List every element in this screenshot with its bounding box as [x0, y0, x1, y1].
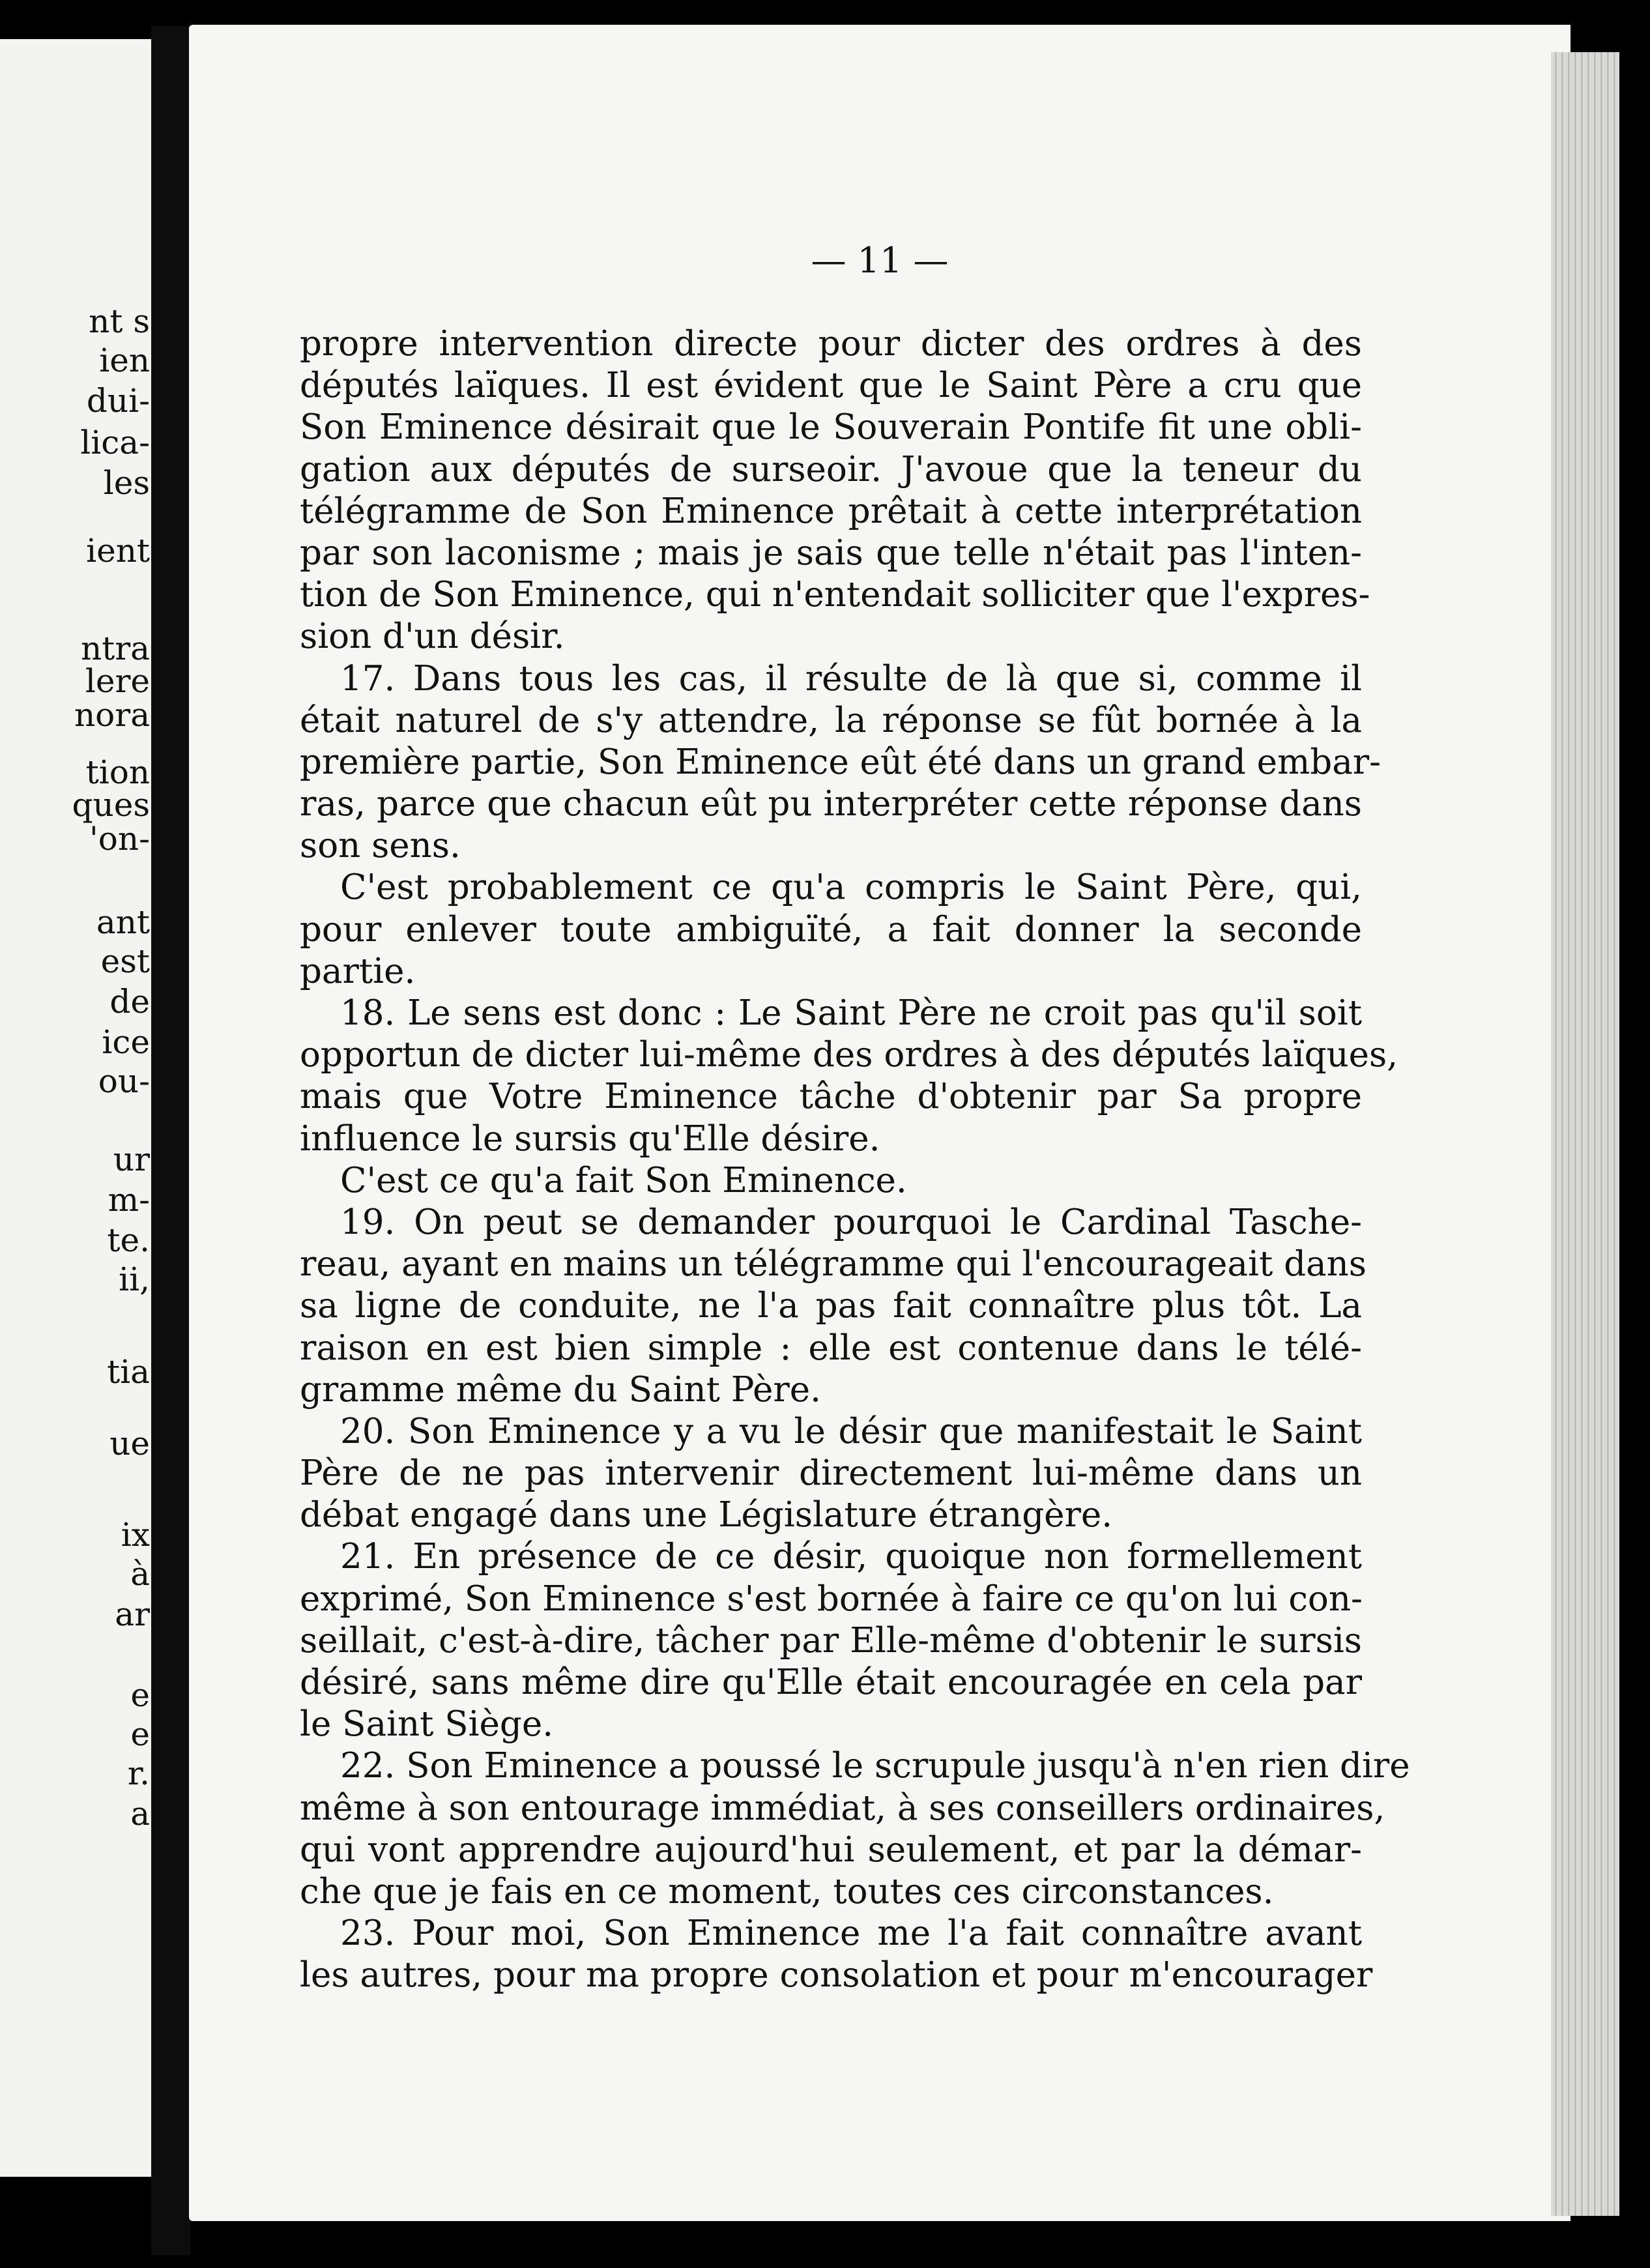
text-line: C'est probablement ce qu'a compris le Saint Père, qui,	[340, 867, 1362, 908]
text-line: son sens.	[300, 826, 461, 866]
left-page-fragment: r.	[127, 1754, 150, 1792]
left-page-fragment: a	[130, 1795, 150, 1833]
left-page-fragment: tia	[107, 1353, 150, 1391]
text-line: 21. En présence de ce désir, quoique non formellement	[340, 1537, 1362, 1577]
page-number: — 11 —	[811, 240, 949, 281]
text-line: qui vont apprendre aujourd'hui seulement, et par la démar-	[300, 1829, 1362, 1870]
left-page-fragment: les	[103, 464, 150, 502]
left-page-fragment: ient	[86, 532, 150, 570]
text-line: télégramme de Son Eminence prêtait à cette interprétation	[300, 491, 1362, 531]
text-line: députés laïques. Il est évident que le Saint Père a cru que	[300, 366, 1362, 406]
text-line: raison en est bien simple : elle est contenue dans le télé-	[300, 1328, 1362, 1368]
text-line: mais que Votre Eminence tâche d'obtenir par Sa propre	[300, 1077, 1362, 1117]
left-page-fragment: ice	[102, 1023, 150, 1061]
text-line: sa ligne de conduite, ne l'a pas fait connaître plus tôt. La	[300, 1286, 1362, 1326]
text-line: première partie, Son Eminence eût été dans un grand embar-	[300, 742, 1382, 782]
text-line: sion d'un désir.	[300, 617, 565, 657]
left-page-fragment: ue	[109, 1425, 150, 1462]
text-line: partie.	[300, 951, 416, 991]
text-line: gramme même du Saint Père.	[300, 1369, 821, 1410]
text-line: C'est ce qu'a fait Son Eminence.	[340, 1160, 907, 1200]
left-page-fragment: ien	[99, 342, 150, 379]
text-line: seillait, c'est-à-dire, tâcher par Elle-même d'obtenir le sursis	[300, 1620, 1362, 1661]
text-line: était naturel de s'y attendre, la réponse se fût bornée à la	[300, 700, 1362, 740]
text-line: le Saint Siège.	[300, 1704, 554, 1745]
main-page	[189, 25, 1570, 2221]
left-page-fragment: ques	[72, 786, 150, 824]
text-line: désiré, sans même dire qu'Elle était encouragée en cela par	[300, 1663, 1362, 1702]
left-page-fragment: nora	[74, 696, 150, 734]
text-line: Son Eminence désirait que le Souverain Pontife fit une obli-	[300, 407, 1362, 448]
text-line: exprimé, Son Eminence s'est bornée à faire ce qu'on lui con-	[300, 1578, 1363, 1619]
text-line: che que je fais en ce moment, toutes ces circonstances.	[300, 1871, 1274, 1912]
left-page-fragment: ix	[121, 1516, 150, 1554]
left-page-fragment: de	[109, 983, 150, 1021]
text-line: influence le sursis qu'Elle désire.	[300, 1118, 880, 1159]
left-page-fragment: nt s	[89, 302, 150, 340]
left-page-fragment: lere	[85, 662, 150, 700]
page-edges	[1551, 52, 1619, 2216]
left-page-fragment: est	[100, 942, 150, 980]
left-page-fragment: lica-	[80, 424, 150, 461]
text-line: propre intervention directe pour dicter des ordres à des	[300, 324, 1362, 364]
text-line: 18. Le sens est donc : Le Saint Père ne croit pas qu'il soit	[340, 993, 1362, 1033]
body-text	[300, 323, 1410, 1997]
left-page-fragment: tion	[85, 753, 150, 791]
left-page-fragment: ou-	[98, 1062, 150, 1100]
left-page-fragment: e	[130, 1676, 150, 1714]
text-line: même à son entourage immédiat, à ses conseillers ordinaires,	[300, 1788, 1385, 1828]
text-line: 20. Son Eminence y a vu le désir que manifestait le Saint	[340, 1411, 1362, 1451]
left-page-fragment: ar	[115, 1595, 150, 1633]
left-page-fragment: dui-	[86, 382, 150, 420]
left-page-fragment: ur	[113, 1141, 150, 1178]
text-line: reau, ayant en mains un télégramme qui l'encourageait dans	[300, 1244, 1367, 1285]
text-line: par son laconisme ; mais je sais que telle n'était pas l'inten-	[300, 532, 1362, 573]
left-page-fragment: te.	[107, 1221, 150, 1259]
text-line: tion de Son Eminence, qui n'entendait solliciter que l'expres-	[300, 575, 1370, 615]
text-line: pour enlever toute ambiguïté, a fait donner la seconde	[300, 909, 1362, 950]
left-page-fragment: ant	[96, 903, 150, 941]
left-page-fragment: m-	[108, 1181, 150, 1219]
text-line: ras, parce que chacun eût pu interpréter cette réponse dans	[300, 784, 1362, 824]
text-line: 23. Pour moi, Son Eminence me l'a fait connaître avant	[340, 1913, 1362, 1954]
text-line: Père de ne pas intervenir directement lui-même dans un	[300, 1453, 1362, 1494]
text-line: gation aux députés de surseoir. J'avoue que la teneur du	[300, 449, 1362, 489]
left-page-fragment: ntra	[80, 630, 150, 667]
text-line: les autres, pour ma propre consolation et pour m'encourager	[300, 1955, 1373, 1996]
text-line: débat engagé dans une Législature étrangère.	[300, 1495, 1113, 1535]
left-page-fragment: e	[130, 1715, 150, 1753]
book-gutter	[151, 26, 190, 2255]
text-line: 19. On peut se demander pourquoi le Cardinal Tasche-	[340, 1202, 1362, 1242]
text-line: 17. Dans tous les cas, il résulte de là que si, comme il	[340, 658, 1362, 699]
text-line: opportun de dicter lui-même des ordres à des députés laïques,	[300, 1035, 1398, 1075]
left-page-fragment: ii,	[119, 1260, 150, 1298]
left-page-fragment: à	[130, 1555, 150, 1593]
left-page-fragment: 'on-	[89, 820, 150, 858]
left-facing-page	[0, 39, 151, 2177]
text-line: 22. Son Eminence a poussé le scrupule jusqu'à n'en rien dire	[340, 1746, 1410, 1786]
